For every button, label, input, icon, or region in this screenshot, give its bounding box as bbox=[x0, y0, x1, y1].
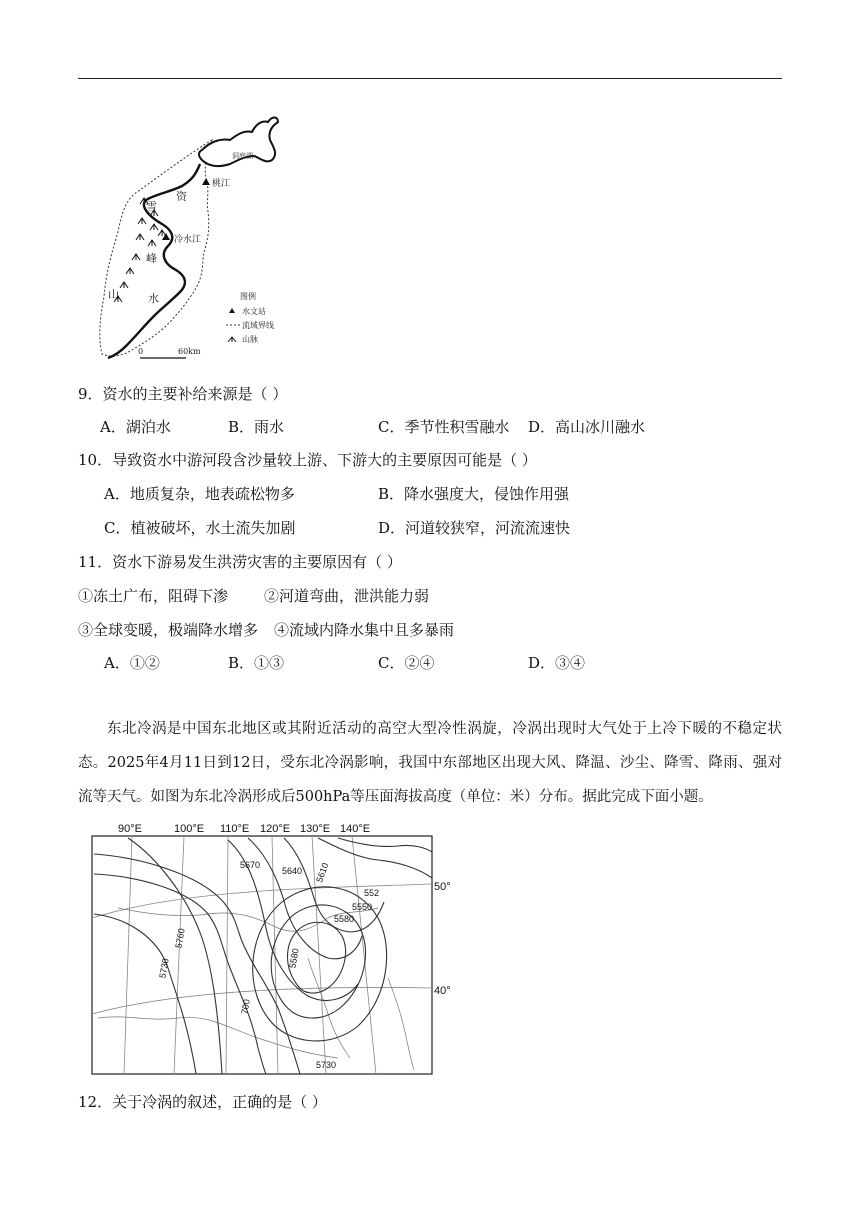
mountain-char-xue: 雪 bbox=[146, 200, 157, 213]
header-rule bbox=[78, 78, 782, 79]
scale-zero: 0 bbox=[138, 347, 144, 356]
mountain-range-icons bbox=[114, 198, 166, 302]
lon-label-90: 90°E bbox=[118, 823, 142, 835]
contour-label-5640: 5640 bbox=[282, 866, 303, 876]
contour-label-552: 552 bbox=[364, 888, 380, 898]
contour-label-5580-center: 5580 bbox=[287, 947, 301, 969]
lon-label-120: 120°E bbox=[260, 823, 291, 835]
contour-label-5730-south: 5730 bbox=[316, 1060, 337, 1070]
lake-label: 洞庭湖 bbox=[232, 152, 253, 160]
q9-option-d: D．高山冰川融水 bbox=[528, 418, 646, 436]
q10-option-a: A．地质复杂，地表疏松物多 bbox=[104, 485, 295, 503]
legend-title: 图例 bbox=[240, 292, 256, 301]
contour-label-700: 700 bbox=[239, 998, 252, 1015]
legend-station-icon bbox=[229, 308, 235, 313]
q11-option-c: C．②④ bbox=[378, 654, 435, 672]
q9-option-b: B．雨水 bbox=[228, 418, 285, 436]
q10-option-d: D．河道较狭窄，河流流速快 bbox=[378, 519, 571, 537]
legend-item-boundary: 流域界线 bbox=[242, 321, 274, 330]
q12-stem: 12．关于冷涡的叙述，正确的是（ ） bbox=[78, 1093, 327, 1111]
station-lengshuijiang-label: 冷水江 bbox=[174, 235, 202, 245]
lon-label-100: 100°E bbox=[174, 823, 205, 835]
river-char-zi: 资 bbox=[176, 190, 187, 203]
contour-label-5730-west: 5730 bbox=[157, 957, 171, 979]
q11-stem: 11．资水下游易发生洪涝灾害的主要原因有（ ） bbox=[78, 553, 402, 571]
legend-mountain-icon bbox=[228, 337, 236, 342]
station-lengshuijiang-icon bbox=[162, 233, 170, 240]
lat-label-50: 50° bbox=[434, 881, 451, 893]
mountain-char-feng: 峰 bbox=[146, 252, 157, 265]
q11-item-3: ③全球变暖，极端降水增多 bbox=[78, 621, 259, 639]
q9-option-c: C．季节性积雪融水 bbox=[378, 418, 510, 436]
lon-label-130: 130°E bbox=[300, 823, 331, 835]
contour-label-5550: 5550 bbox=[352, 902, 373, 912]
lon-label-110: 110°E bbox=[220, 823, 250, 835]
q11-option-a: A．①② bbox=[104, 654, 160, 672]
lat-label-40: 40° bbox=[434, 985, 451, 997]
q10-stem: 10．导致资水中游河段含沙量较上游、下游大的主要原因可能是（ ） bbox=[78, 451, 537, 469]
station-taojiang-label: 桃江 bbox=[212, 179, 231, 189]
mountain-char-shan: 山 bbox=[108, 288, 119, 301]
cold-vortex-500hpa-map bbox=[88, 818, 451, 1076]
lon-label-140: 140°E bbox=[340, 823, 371, 835]
q9-stem: 9．资水的主要补给来源是（ ） bbox=[78, 385, 288, 403]
q10-option-c: C．植被破坏，水土流失加剧 bbox=[104, 519, 296, 537]
q11-option-b: B．①③ bbox=[228, 654, 285, 672]
station-taojiang-icon bbox=[202, 178, 210, 185]
passage-text: 东北冷涡是中国东北地区或其附近活动的高空大型冷性涡旋，冷涡出现时大气处于上冷下暖的不稳定状态。2025年4月11日到12日，受东北冷涡影响，我国中东部地区出现大风、降温、沙尘、降雪、降雨、强对流等天气。如图为东北冷涡形成后500hPa等压面海拔高度（单位：米）分布。据此完成下面小题。 bbox=[78, 721, 782, 805]
q11-item-4: ④流域内降水集中且多暴雨 bbox=[274, 621, 455, 639]
q10-option-b: B．降水强度大，侵蚀作用强 bbox=[378, 485, 570, 503]
legend-item-station: 水文站 bbox=[242, 307, 266, 316]
q11-item-2: ②河道弯曲，泄洪能力弱 bbox=[264, 587, 430, 605]
contour-label-5760: 5760 bbox=[173, 927, 187, 949]
river-char-shui: 水 bbox=[148, 292, 159, 305]
q11-item-1: ①冻土广布，阻碍下渗 bbox=[78, 587, 229, 605]
q9-option-a: A．湖泊水 bbox=[100, 418, 171, 436]
legend-item-mountain: 山脉 bbox=[242, 335, 258, 344]
zi-river-basin-map bbox=[92, 112, 306, 362]
q11-option-d: D．③④ bbox=[528, 654, 586, 672]
contour-label-5670: 5670 bbox=[240, 860, 261, 870]
contour-label-5610: 5610 bbox=[314, 861, 331, 884]
contour-label-5580-upper: 5580 bbox=[334, 914, 355, 924]
scale-end: 60km bbox=[178, 347, 201, 356]
